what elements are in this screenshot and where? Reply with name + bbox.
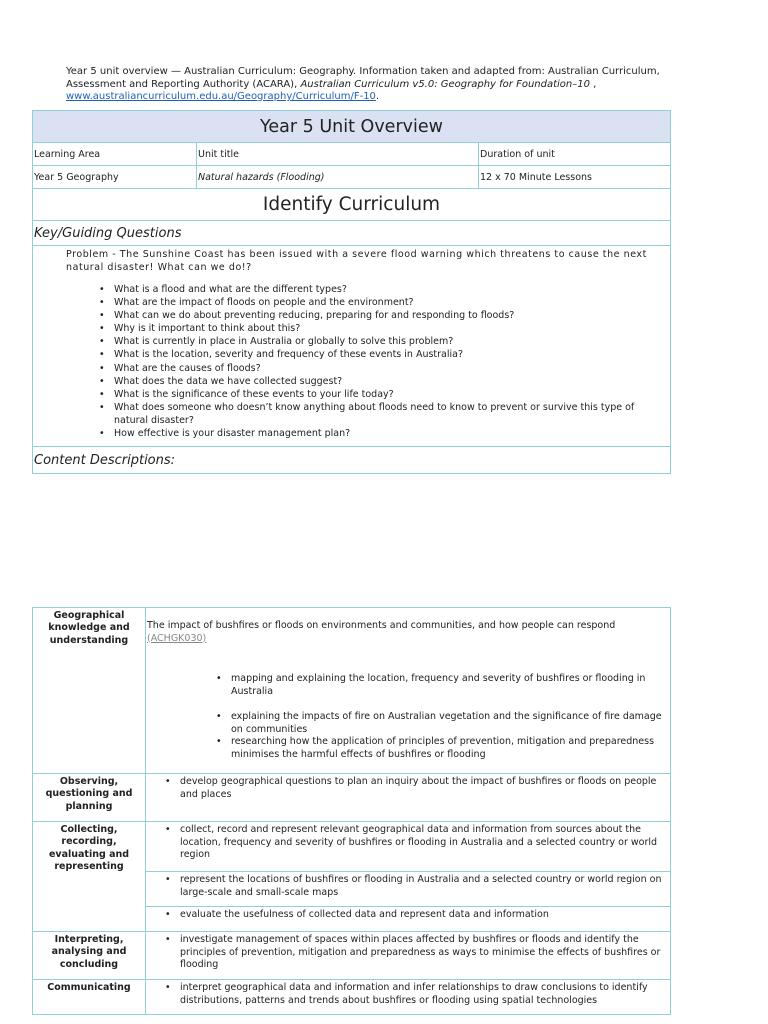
identify-curriculum-title: Identify Curriculum xyxy=(33,189,671,221)
intro-end: . xyxy=(375,91,380,102)
value-duration: 12 x 70 Minute Lessons xyxy=(479,166,671,189)
list-item: • develop geographical questions to plan an inquiry about the impact of bushfires or floods on people and places xyxy=(180,776,667,801)
collecting-cell-3 xyxy=(146,907,671,932)
content-descriptions-table xyxy=(32,607,671,1015)
header-duration: Duration of unit xyxy=(479,143,671,166)
guiding-questions-list xyxy=(66,283,662,440)
list-item: • What is the location, severity and frequency of these events in Australia? xyxy=(114,348,662,361)
communicating-label: Communicating xyxy=(33,980,146,1015)
list-item: • researching how the application of principles of prevention, mitigation and preparedness minimises the harmful effects of bushfires or flooding xyxy=(231,736,668,761)
knowledge-label: Geographical knowledge and understanding xyxy=(33,608,146,774)
knowledge-cell xyxy=(146,608,671,774)
intro-text: Year 5 unit overview — Australian Curriculum: Geography. Information taken and adapted from: Australian Curriculum, Assessment and Reporting Authority (ACARA), xyxy=(66,66,660,90)
list-item: • What is currently in place in Australia or globally to solve this problem? xyxy=(114,335,662,348)
unit-overview-title: Year 5 Unit Overview xyxy=(33,111,671,143)
collecting-cell-1 xyxy=(146,822,671,872)
list-item: • evaluate the usefulness of collected data and represent data and information xyxy=(180,909,667,922)
knowledge-elaborations xyxy=(147,673,668,761)
interpreting-cell xyxy=(146,932,671,980)
list-item: • How effective is your disaster management plan? xyxy=(114,427,662,440)
list-item: • What is a flood and what are the different types? xyxy=(114,283,662,296)
list-item: • What does the data we have collected suggest? xyxy=(114,375,662,388)
list-item: • What are the causes of floods? xyxy=(114,362,662,375)
value-unit-title: Natural hazards (Flooding) xyxy=(197,166,479,189)
list-item: • What does someone who doesn’t know anything about floods need to know to prevent or survive this type of natural disaster? xyxy=(114,401,662,427)
list-item: • Why is it important to think about this? xyxy=(114,322,662,335)
intro-paragraph xyxy=(66,66,676,104)
knowledge-text xyxy=(147,620,668,645)
list-item: • What can we do about preventing reducing, preparing for and responding to floods? xyxy=(114,309,662,322)
list-item: • interpret geographical data and information and infer relationships to draw conclusions to identify distributions, patterns and trends about bushfires or flooding using spatial technologies xyxy=(180,982,667,1007)
header-learning-area: Learning Area xyxy=(33,143,197,166)
collecting-cell-2 xyxy=(146,872,671,907)
list-item: • collect, record and represent relevant geographical data and information from sources about the location, frequency and severity of bushfires or flooding in Australia and a selected country or world region xyxy=(180,824,667,862)
guiding-questions-cell xyxy=(33,246,671,447)
problem-statement: Problem - The Sunshine Coast has been issued with a severe flood warning which threatens to cause the next natural disaster! What can we do!? xyxy=(66,249,647,273)
curriculum-link[interactable]: www.australiancurriculum.edu.au/Geography/Curriculum/F-10 xyxy=(66,91,376,102)
value-learning-area: Year 5 Geography xyxy=(33,166,197,189)
header-unit-title: Unit title xyxy=(197,143,479,166)
collecting-label: Collecting, recording, evaluating and representing xyxy=(33,822,146,932)
intro-comma: , xyxy=(589,78,597,90)
list-item: • What is the significance of these events to your life today? xyxy=(114,388,662,401)
intro-source-title: Australian Curriculum v5.0: Geography for Foundation–10 xyxy=(300,78,590,90)
list-item: • represent the locations of bushfires or flooding in Australia and a selected country or world region on large-scale and small-scale maps xyxy=(180,874,667,899)
observing-label: Observing, questioning and planning xyxy=(33,774,146,822)
list-item: • investigate management of spaces within places affected by bushfires or floods and identify the principles of prevention, mitigation and preparedness as ways to minimise the effects of bushfires or flooding xyxy=(180,934,667,972)
list-item: • What are the impact of floods on people and the environment? xyxy=(114,296,662,309)
key-questions-label: Key/Guiding Questions xyxy=(33,221,671,246)
communicating-cell xyxy=(146,980,671,1015)
knowledge-description: The impact of bushfires or floods on environments and communities, and how people can respond xyxy=(147,620,616,631)
list-item: • explaining the impacts of fire on Australian vegetation and the significance of fire damage on communities xyxy=(231,711,668,736)
interpreting-label: Interpreting, analysing and concluding xyxy=(33,932,146,980)
list-item: • mapping and explaining the location, frequency and severity of bushfires or flooding in Australia xyxy=(231,673,668,698)
unit-overview-table xyxy=(32,110,671,474)
observing-cell xyxy=(146,774,671,822)
content-descriptions-label: Content Descriptions: xyxy=(33,447,671,474)
achgk030-link[interactable]: (ACHGK030) xyxy=(147,632,207,644)
